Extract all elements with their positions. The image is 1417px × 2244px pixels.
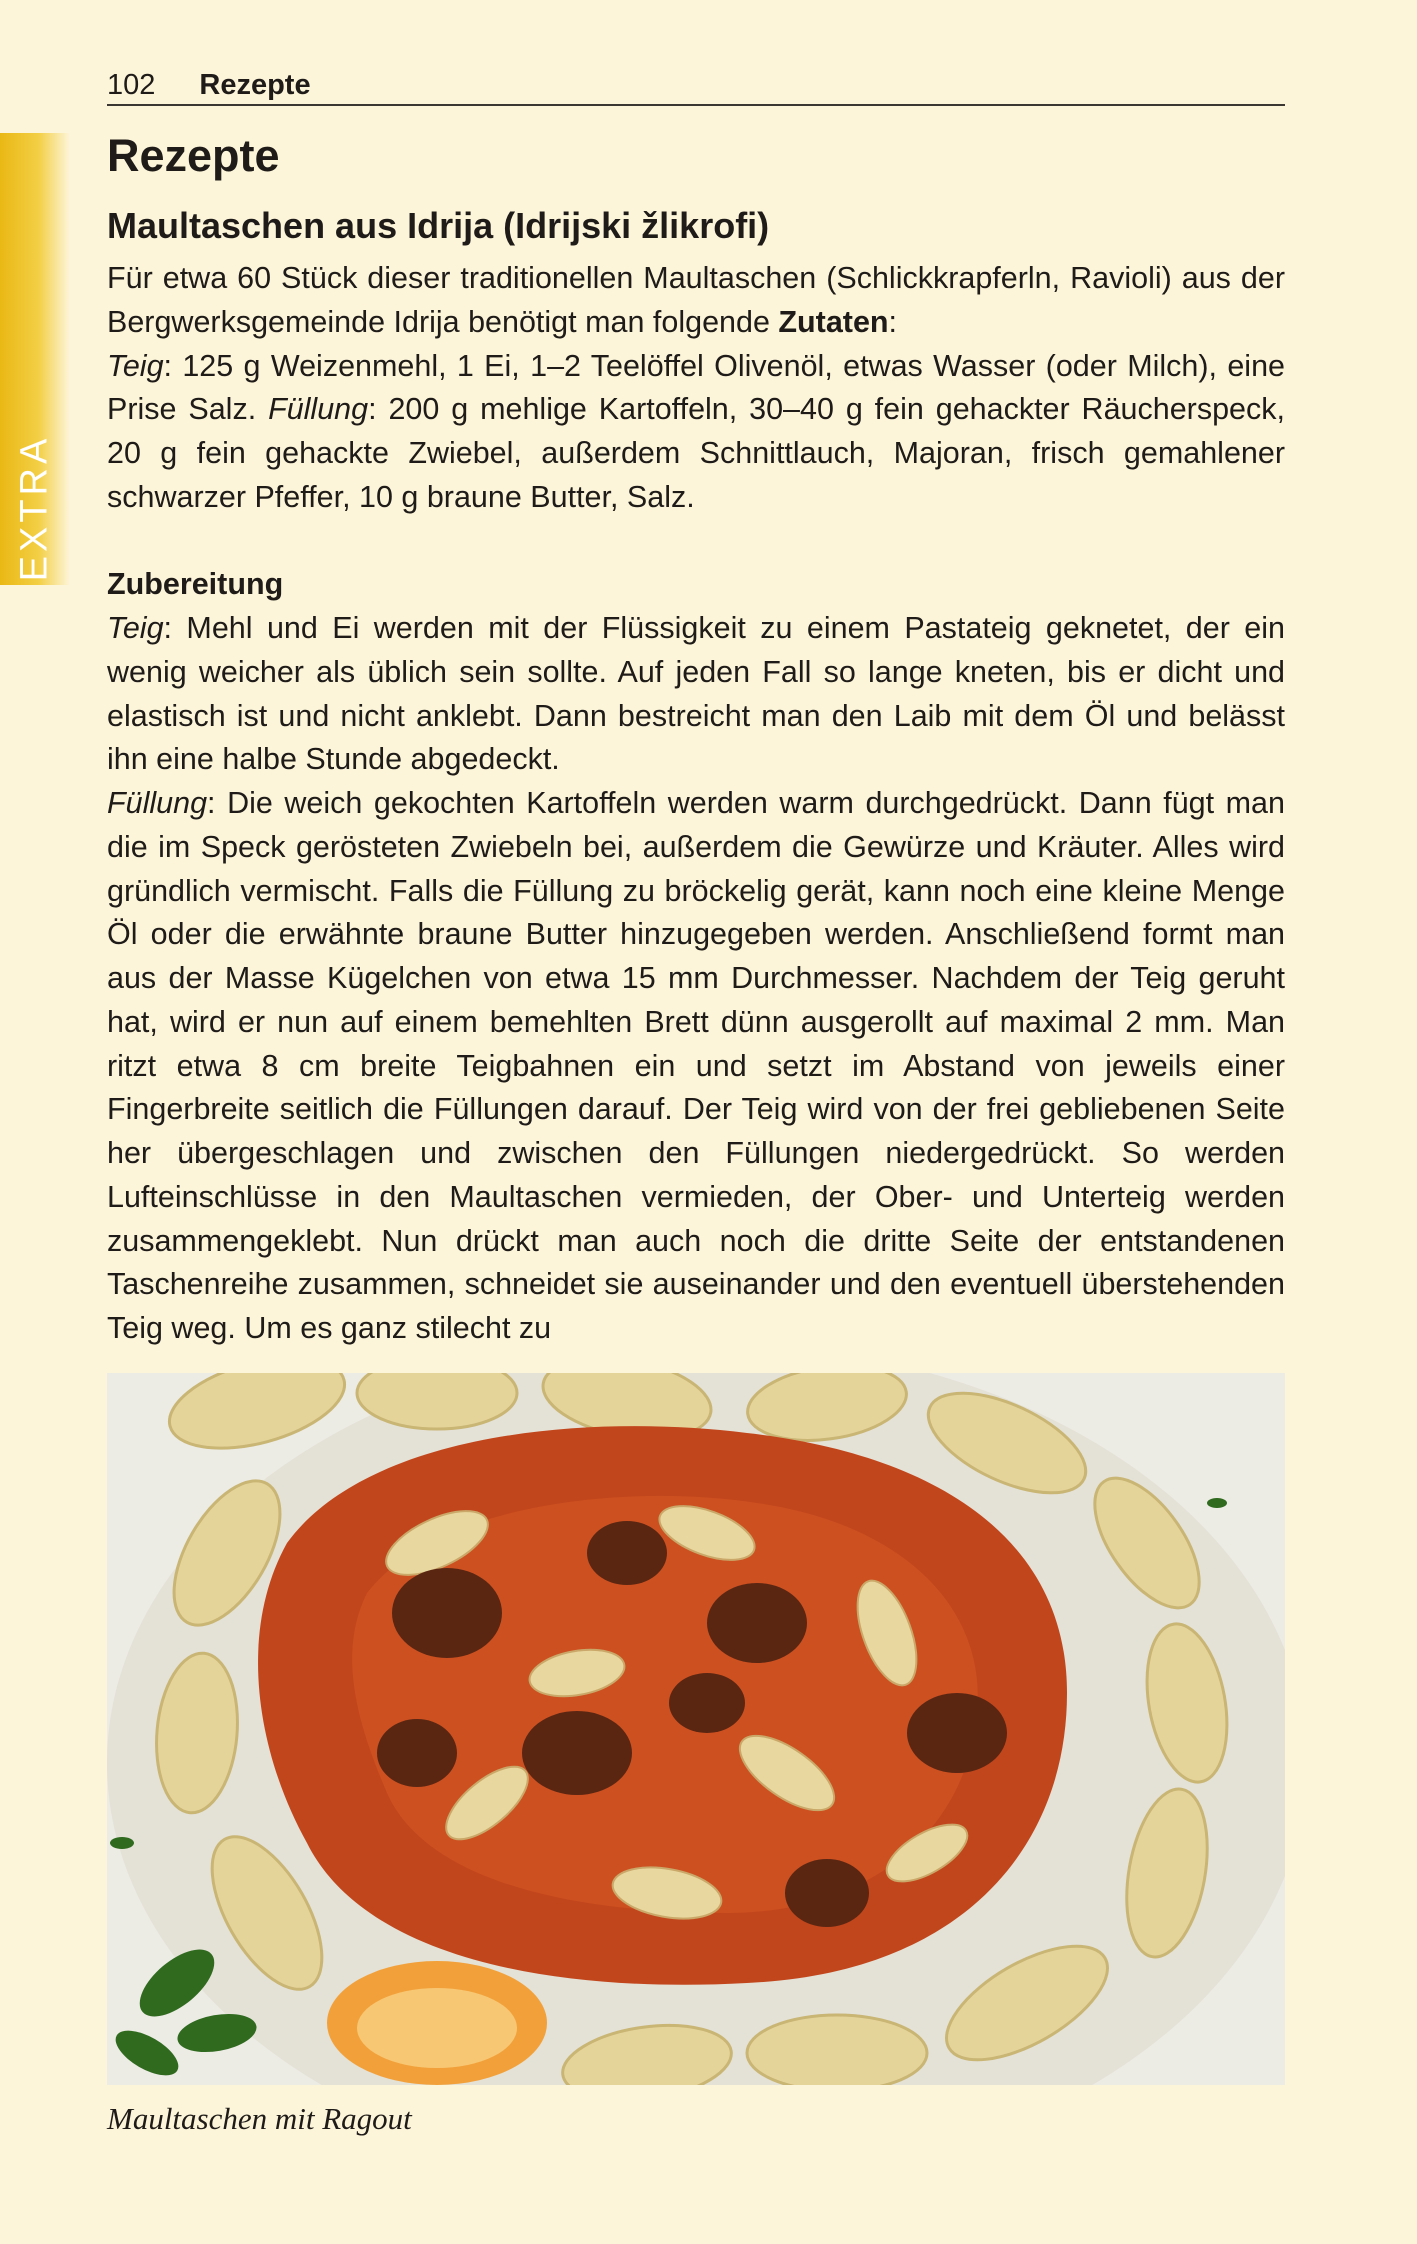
- recipe-title: Maultaschen aus Idrija (Idrijski žlikrofi): [107, 205, 770, 246]
- photo-caption: Maultaschen mit Ragout: [107, 2101, 412, 2136]
- ingredients-paragraph: [107, 257, 1285, 520]
- filling-prep-label: Füllung: [107, 786, 208, 820]
- intro-colon: :: [888, 304, 898, 339]
- page-header: [107, 62, 1285, 106]
- filling-label: Füllung: [268, 392, 369, 427]
- ingredients-keyword: Zutaten: [778, 304, 889, 339]
- page-number: 102: [107, 69, 156, 101]
- recipe-body: [107, 257, 1285, 1351]
- running-head: Rezepte: [199, 69, 311, 101]
- dish-photo: [107, 1373, 1285, 2085]
- filling-prep-text: : Die weich gekochten Kartoffeln werden warm durchgedrückt. Dann fügt man die im Speck gerösteten Zwiebeln bei, außerdem die Gewürze und Kräuter. Alles wird gründlich vermischt. Falls die Füllung zu bröckelig gerät, kann noch eine kleine Menge Öl oder die erwähnte braune Butter hinzugegeben werden. Anschließend formt man aus der Masse Kügelchen von etwa 15 mm Durchmesser. Nachdem der Teig geruht hat, wird er nun auf einem bemehlten Brett dünn ausgerollt auf maximal 2 mm. Man ritzt etwa 8 cm breite Teigbahnen ein und setzt im Abstand von jeweils einer Fingerbreite seitlich die Füllungen darauf. Der Teig wird von der frei gebliebenen Seite her übergeschlagen und zwischen den Füllungen niedergedrückt. So werden Lufteinschlüsse in den Maultaschen vermieden, der Ober- und Unterteig werden zusammengeklebt. Nun drückt man auch noch die dritte Seite der entstandenen Taschenreihe zusammen, schneidet sie auseinander und den eventuell überstehenden Teig weg. Um es ganz stilecht zu: [107, 786, 1285, 1345]
- dough-label: Teig: [107, 348, 164, 383]
- filling-preparation-paragraph: [107, 782, 1285, 1351]
- dough-ingredients: : 125 g Weizenmehl, 1 Ei, 1–2 Teelöffel Olivenöl, etwas Wasser (oder Milch), eine Prise Salz.: [107, 348, 1285, 427]
- preparation-heading-text: Zubereitung: [107, 567, 284, 602]
- intro-text: Für etwa 60 Stück dieser traditionellen Maultaschen (Schlickkrapferln, Ravioli) aus der Bergwerksgemeinde Idrija benötigt man folgende: [107, 261, 1285, 339]
- preparation-heading: [107, 563, 1285, 607]
- section-title: Rezepte: [107, 130, 280, 181]
- dough-preparation-paragraph: [107, 607, 1285, 782]
- dough-prep-text: : Mehl und Ei werden mit der Flüssigkeit zu einem Pastateig geknetet, der ein wenig weicher als üblich sein sollte. Auf jeden Fall so lange kneten, bis er dicht und elastisch ist und nicht anklebt. Dann bestreicht man den Laib mit dem Öl und belässt ihn eine halbe Stunde abgedeckt.: [107, 611, 1285, 777]
- dough-prep-label: Teig: [107, 611, 164, 645]
- extra-tab-label: EXTRA: [13, 434, 56, 582]
- filling-ingredients: : 200 g mehlige Kartoffeln, 30–40 g fein gehackter Räucherspeck, 20 g fein gehackte Zwiebel, außerdem Schnittlauch, Majoran, frisch gemahlener schwarzer Pfeffer, 10 g braune Butter, Salz.: [107, 392, 1285, 514]
